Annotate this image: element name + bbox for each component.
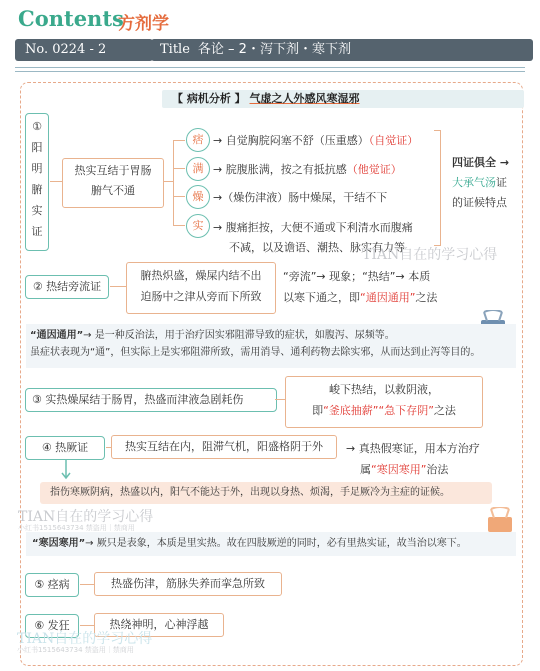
section-tag: 【 病机分析 】 <box>172 92 246 105</box>
divider-line <box>15 67 525 68</box>
bracket-line <box>173 140 174 225</box>
binder-clip-icon <box>485 507 515 533</box>
bracket-line <box>440 130 441 246</box>
subject-title: 方剂学 <box>118 14 169 34</box>
item1-label-char: 腑 <box>31 183 43 196</box>
item1-label-char: 阳 <box>31 141 43 154</box>
item2-desc-box: 腑热炽盛，燥屎内结不出 迫肠中之津从旁而下所致 <box>126 262 276 314</box>
connector <box>164 181 173 182</box>
symptom-text: → 腹痛拒按，大便不通或下利清水而腹痛 不减，以及谵语、潮热、脉实有力等 <box>213 221 413 254</box>
contents-title: Contents <box>18 6 124 31</box>
watermark: TIAN自在的学习心得 <box>18 509 154 525</box>
item5-label-box: ⑤ 痉病 <box>25 573 79 597</box>
item1-summary: 四证俱全 → 大承气汤证 的证候特点 <box>452 156 510 209</box>
item1-label-char: ① <box>32 120 42 133</box>
connector <box>80 584 94 585</box>
item2-explanation: “旁流”→ 现象；“热结”→ 本质 以寒下通之，即“通因通用”之法 <box>283 270 438 304</box>
symptom-badge: 满 <box>186 157 210 181</box>
connector <box>173 168 185 169</box>
item1-cause-box <box>62 158 164 208</box>
note-title-bar <box>151 39 533 61</box>
watermark: TIAN自在的学习心得 <box>362 247 498 263</box>
item4-label-box: ④ 热厥证 <box>25 436 105 460</box>
symptom-text: →（燥伤津液）肠中燥屎，干结不下 <box>213 191 388 204</box>
symptom-text: → 自觉胸脘闷塞不舒（压重感）（自觉证） <box>213 134 419 147</box>
item4-explanation: → 真热假寒证，用本方治疗 属“寒因寒用”治法 <box>346 442 480 476</box>
connector <box>434 130 440 131</box>
symptom-text: → 脘腹胀满，按之有抵抗感（他觉证） <box>213 163 402 176</box>
symptom-badge: 实 <box>186 214 210 238</box>
watermark-sub: 小红书1515643734 禁盗用｜禁商用 <box>17 646 134 654</box>
connector <box>173 196 185 197</box>
title-text: 各论 – 2・泻下剂・寒下剂 <box>197 42 351 57</box>
arrow-down-icon <box>60 459 72 481</box>
symptom-note: （自觉证） <box>368 134 419 147</box>
item1-label-char: 实 <box>31 204 43 217</box>
item4-note: “寒因寒用”→ 厥只是表象，本质是里实热。故在四肢厥逆的同时，必有里热实证，故当治以寒下。 <box>32 538 467 549</box>
item3-desc-box: 峻下热结，以救阴液， 即“釜底抽薪”“急下存阴”之法 <box>285 376 483 428</box>
item3-label-box: ③ 实热燥屎结于肠胃，热盛而津液急剧耗伤 <box>25 388 277 412</box>
symptom-badge: 燥 <box>186 185 210 209</box>
item4-desc-box: 热实互结在内，阻滞气机，阳盛格阴于外 <box>111 435 337 459</box>
connector <box>173 140 185 141</box>
connector <box>275 399 285 400</box>
section-heading <box>162 90 524 108</box>
connector <box>173 225 185 226</box>
symptom-note: （他觉证） <box>346 163 402 176</box>
item5-desc-box: 热盛伤津，筋脉失养而挛急所致 <box>94 572 282 596</box>
item4-band: 指伤寒厥阴病，热盛以内，阳气不能达于外，出现以身热、烦渴，手足厥冷为主症的证候。 <box>40 482 492 504</box>
note-number-bar <box>15 39 153 61</box>
watermark-sub: 小红书1515643734 禁盗用｜禁商用 <box>18 524 135 532</box>
item1-label-char: 明 <box>31 162 43 175</box>
symptom-badge: 痞 <box>186 128 210 152</box>
section-heading-text: 气虚之人外感风寒湿邪 <box>249 92 360 105</box>
connector <box>50 181 62 182</box>
item1-label-char: 证 <box>31 225 43 238</box>
watermark: TIAN自在的学习心得 <box>17 631 153 647</box>
item6-label-box: ⑥ 发狂 <box>25 614 79 638</box>
connector <box>110 286 126 287</box>
title-label: Title <box>160 42 190 57</box>
note-number: No. 0224 - 2 <box>25 42 107 57</box>
item2-label-box: ② 热结旁流证 <box>25 275 109 299</box>
item1-cause-line: 腑气不通 <box>91 184 135 197</box>
item1-label-box <box>25 113 49 251</box>
connector <box>80 625 94 626</box>
divider-line <box>15 71 525 72</box>
item2-note: “通因通用”→ 是一种反治法，用于治疗因实邪阻滞导致的症状，如腹泻、尿频等。 虽症状表现为“通”，但实际上是实邪阻滞所致，需用消导、通利药物去除实邪，从而达到止泻等目的。 <box>30 330 481 358</box>
item1-cause-line: 热实互结于胃肠 <box>74 164 152 177</box>
item6-desc-box: 热绕神明，心神浮越 <box>94 613 224 637</box>
